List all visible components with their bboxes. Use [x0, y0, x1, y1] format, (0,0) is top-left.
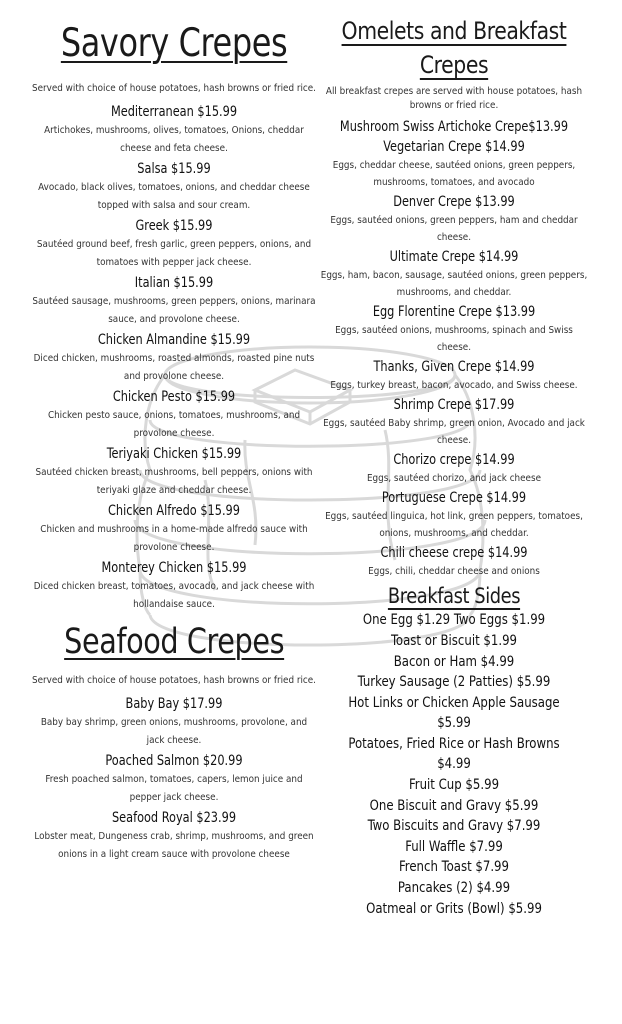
side-item: Turkey Sausage (2 Patties) $5.99 — [357, 674, 551, 691]
menu-item-description: Eggs, sautéed Baby shrimp, green onion, Avocado and jack cheese. — [323, 418, 585, 447]
menu-item-name: Mediterranean $15.99 — [110, 104, 238, 120]
menu-item-name: Chili cheese crepe $14.99 — [380, 545, 528, 562]
side-item: Two Biscuits and Gravy $7.99 — [367, 818, 541, 835]
seafood-list — [32, 694, 316, 864]
side-item: Toast or Biscuit $1.99 — [390, 632, 518, 649]
menu-item-description: Eggs, chili, cheddar cheese and onions — [368, 566, 540, 578]
seafood-note: Served with choice of house potatoes, hash browns or fried rice. — [32, 675, 316, 686]
menu-item-description: Eggs, sautéed onions, green peppers, ham and cheddar cheese. — [330, 215, 578, 244]
menu-item-name: Ultimate Crepe $14.99 — [389, 249, 519, 266]
menu-item-description: Eggs, sautéed onions, mushrooms, spinach and Swiss cheese. — [335, 325, 573, 354]
menu-item-description: Eggs, sautéed chorizo, and jack cheese — [366, 473, 542, 485]
side-item: Potatoes, Fried Rice or Hash Browns $4.99 — [348, 735, 560, 773]
menu-item-name: Chicken Alfredo $15.99 — [107, 503, 240, 519]
left-column — [32, 0, 316, 865]
menu-item-description: Eggs, cheddar cheese, sautéed onions, green peppers, mushrooms, tomatoes, and avocado — [332, 160, 576, 189]
menu-item-description: Fresh poached salmon, tomatoes, capers, lemon juice and pepper jack cheese. — [45, 774, 303, 803]
side-item: Pancakes (2) $4.99 — [397, 880, 511, 897]
side-item: Hot Links or Chicken Apple Sausage $5.99 — [348, 694, 560, 732]
menu-item-description: Avocado, black olives, tomatoes, onions, and cheddar cheese topped with salsa and sour cream. — [38, 182, 310, 211]
menu-item-name: Portuguese Crepe $14.99 — [381, 490, 527, 507]
sides-list — [318, 610, 590, 919]
menu-item-name: Salsa $15.99 — [137, 161, 211, 177]
side-item: Full Waffle $7.99 — [405, 838, 503, 855]
menu-item-name: Chorizo crepe $14.99 — [393, 452, 515, 469]
right-column — [318, 0, 590, 919]
menu-item-description: Baby bay shrimp, green onions, mushrooms, provolone, and jack cheese. — [40, 717, 308, 746]
menu-item-name: Monterey Chicken $15.99 — [101, 560, 247, 576]
menu-item-name: Egg Florentine Crepe $13.99 — [372, 304, 536, 321]
menu-item-name: Shrimp Crepe $17.99 — [393, 397, 515, 414]
menu-item-name: Greek $15.99 — [135, 218, 213, 234]
omelets-title-line1: Omelets and Breakfast — [341, 17, 567, 45]
menu-item-description: Chicken pesto sauce, onions, tomatoes, mushrooms, and provolone cheese. — [47, 410, 301, 439]
menu-item-name: Thanks, Given Crepe $14.99 — [373, 359, 535, 376]
menu-item-description: Diced chicken, mushrooms, roasted almonds, roasted pine nuts and provolone cheese. — [33, 353, 315, 382]
breakfast-sides-title: Breakfast Sides — [387, 584, 521, 609]
menu-item-name: Seafood Royal $23.99 — [111, 810, 237, 826]
side-item: One Egg $1.29 Two Eggs $1.99 — [362, 612, 546, 629]
menu-item-name: Denver Crepe $13.99 — [393, 194, 515, 211]
menu-item-description: Diced chicken breast, tomatoes, avocado, and jack cheese with hollandaise sauce. — [33, 581, 315, 610]
side-item: Oatmeal or Grits (Bowl) $5.99 — [366, 900, 542, 917]
side-item: One Biscuit and Gravy $5.99 — [369, 797, 539, 814]
side-item: French Toast $7.99 — [398, 859, 509, 876]
menu-item-description: Eggs, turkey breast, bacon, avocado, and Swiss cheese. — [330, 380, 578, 392]
savory-list — [32, 102, 316, 614]
omelet-list — [318, 117, 590, 580]
menu-item-name: Mushroom Swiss Artichoke Crepe$13.99 — [339, 119, 569, 136]
menu-item-description: Artichokes, mushrooms, olives, tomatoes, Onions, cheddar cheese and feta cheese. — [44, 125, 304, 154]
menu-item-description: Chicken and mushrooms in a home-made alfredo sauce with provolone cheese. — [40, 524, 308, 553]
menu-item-description: Eggs, ham, bacon, sausage, sautéed onions, green peppers, mushrooms, and cheddar. — [320, 270, 588, 299]
menu-item-description: Sautéed sausage, mushrooms, green peppers, onions, marinara sauce, and provolone cheese. — [32, 296, 316, 325]
side-item: Fruit Cup $5.99 — [408, 777, 500, 794]
menu-item-description: Sautéed ground beef, fresh garlic, green peppers, onions, and tomatoes with pepper jack cheese. — [36, 239, 312, 268]
seafood-crepes-title: Seafood Crepes — [64, 622, 284, 662]
menu-item-description: Eggs, sautéed linguica, hot link, green peppers, tomatoes, onions, mushrooms, and cheddar. — [325, 511, 583, 540]
menu-item-description: Lobster meat, Dungeness crab, shrimp, mushrooms, and green onions in a light cream sauce with provolone cheese — [34, 831, 314, 860]
savory-crepes-title: Savory Crepes — [60, 21, 288, 66]
menu-item-name: Chicken Almandine $15.99 — [97, 332, 251, 348]
menu-item-name: Italian $15.99 — [134, 275, 214, 291]
side-item: Bacon or Ham $4.99 — [393, 653, 515, 670]
menu-item-name: Poached Salmon $20.99 — [105, 753, 243, 769]
menu-item-description: Sautéed chicken breast, mushrooms, bell peppers, onions with teriyaki glaze and cheddar cheese. — [35, 467, 313, 496]
menu-item-name: Teriyaki Chicken $15.99 — [106, 446, 242, 462]
omelets-note: All breakfast crepes are served with house potatoes, hash browns or fried rice. — [325, 86, 583, 112]
omelets-title-line2: Crepes — [419, 50, 489, 79]
savory-note: Served with choice of house potatoes, hash browns or fried rice. — [32, 83, 316, 94]
menu-item-name: Chicken Pesto $15.99 — [112, 389, 236, 405]
menu-item-name: Vegetarian Crepe $14.99 — [383, 139, 525, 156]
menu-item-name: Baby Bay $17.99 — [125, 696, 223, 712]
